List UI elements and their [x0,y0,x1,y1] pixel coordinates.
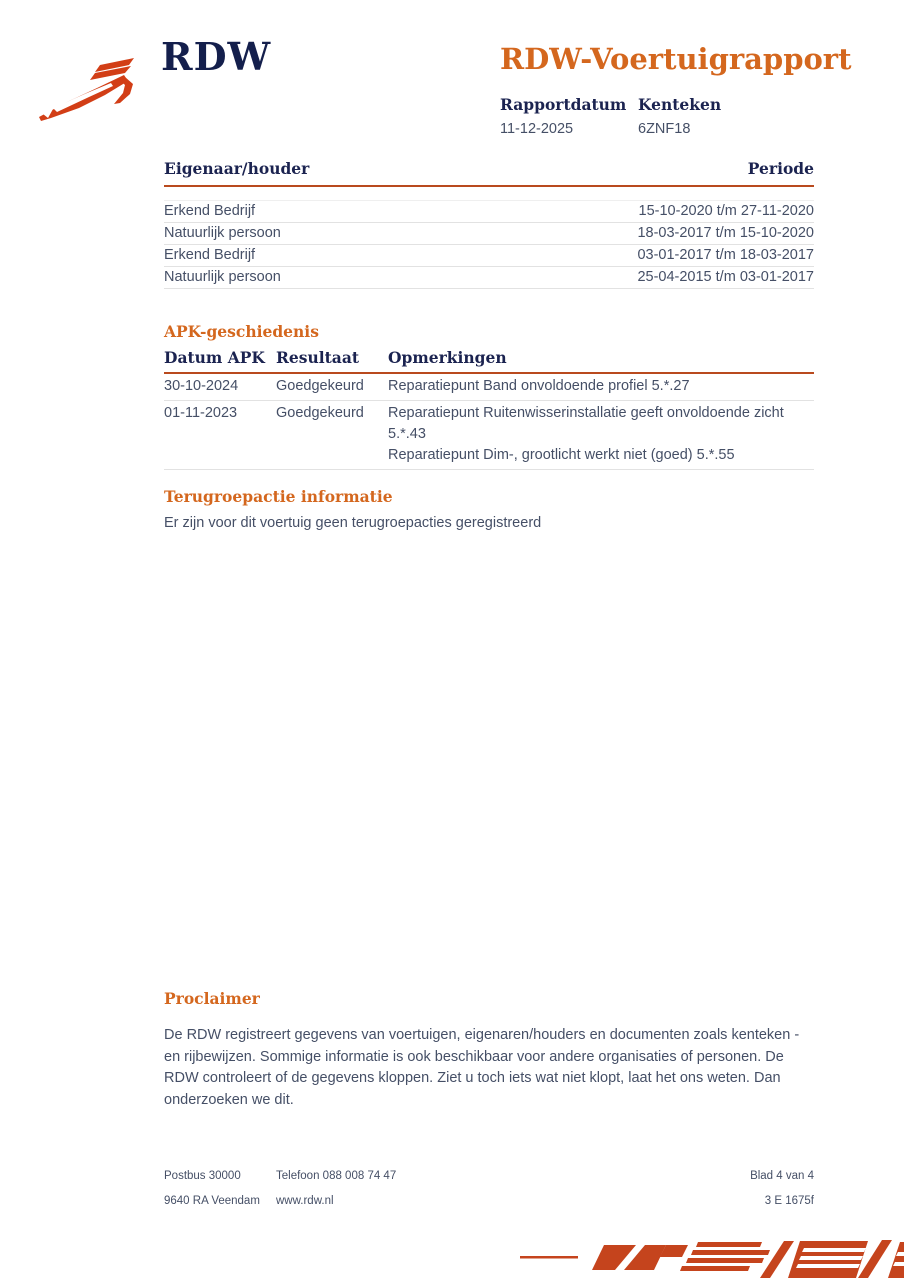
column-header-apk-result: Resultaat [276,348,360,367]
owner-period: 18-03-2017 t/m 15-10-2020 [637,225,814,241]
rdw-feather-logo-icon [36,57,158,121]
speed-stripes-graphic-icon [512,1238,904,1280]
license-plate-label: Kenteken [638,95,722,114]
owner-type: Natuurlijk persoon [164,225,281,241]
column-header-owner: Eigenaar/houder [164,159,310,178]
apk-date: 30-10-2024 [164,378,239,394]
footer-page-number: Blad 4 van 4 [750,1170,814,1182]
column-header-apk-remarks: Opmerkingen [388,348,507,367]
footer-website: www.rdw.nl [276,1195,334,1207]
apk-result: Goedgekeurd [276,378,364,394]
apk-remark: Reparatiepunt Dim-, grootlicht werkt niet (goed) 5.*.55 [388,447,735,463]
owner-period: 03-01-2017 t/m 18-03-2017 [637,247,814,263]
recall-info-section [164,487,814,531]
column-header-apk-date: Datum APK [164,348,265,367]
owner-period: 15-10-2020 t/m 27-11-2020 [638,203,814,219]
apk-result: Goedgekeurd [276,405,364,421]
footer-phone: Telefoon 088 008 74 47 [276,1170,397,1182]
column-header-period: Periode [747,159,814,178]
owner-type: Erkend Bedrijf [164,203,256,219]
recall-text: Er zijn voor dit voertuig geen terugroepacties geregistreerd [164,515,542,531]
proclaimer-text: De RDW registreert gegevens van voertuigen, eigenaren/houders en documenten zoals kenteken - en rijbewijzen. Sommige informatie is ook beschikbaar voor andere organisaties of personen. De RDW controleert of de gegevens kloppen. Ziet u toch iets wat niet klopt, laat het ons weten. Dan onderzoeken we dit. [164,1027,800,1108]
owner-period: 25-04-2015 t/m 03-01-2017 [637,269,814,285]
section-title-recall: Terugroepactie informatie [164,487,393,506]
apk-remark: Reparatiepunt Ruitenwisserinstallatie geeft onvoldoende zicht 5.*.43 [388,405,784,442]
table-row [164,200,814,223]
proclaimer-section [164,989,816,1111]
license-plate-value: 6ZNF18 [638,121,691,137]
page-footer [164,1170,814,1207]
owner-history-table [164,159,814,289]
footer-doc-code: 3 E 1675f [764,1195,814,1207]
report-meta [500,95,721,137]
table-row [164,374,814,401]
report-date-label: Rapportdatum [500,95,627,114]
owner-type: Erkend Bedrijf [164,247,256,263]
page-title: RDW-Voertuigrapport [500,42,852,76]
report-date-value: 11-12-2025 [500,121,574,137]
apk-date: 01-11-2023 [164,405,238,421]
section-title-proclaimer: Proclaimer [164,989,260,1008]
table-row [164,267,814,289]
owner-type: Natuurlijk persoon [164,269,281,285]
apk-history-section [164,322,814,470]
section-title-apk: APK-geschiedenis [164,322,319,341]
footer-address-line1: Postbus 30000 [164,1170,241,1182]
footer-address-line2: 9640 RA Veendam [164,1195,260,1207]
table-row [164,223,814,245]
table-row [164,401,814,470]
table-row [164,245,814,267]
rdw-logo-wordmark: RDW [161,34,272,79]
apk-remark: Reparatiepunt Band onvoldoende profiel 5.*.27 [388,378,690,394]
